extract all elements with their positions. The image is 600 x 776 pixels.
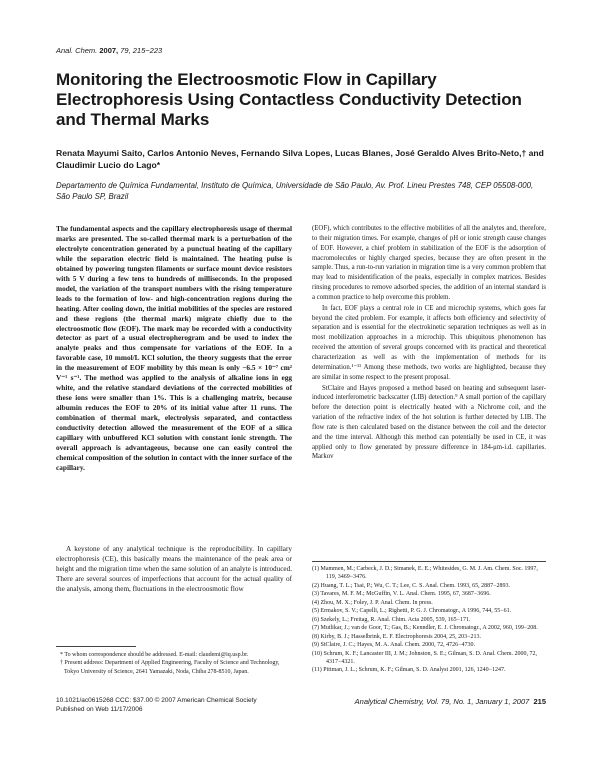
page-number: 215 <box>533 697 546 706</box>
reference-item: (1) Mammen, M.; Carbeck, J. D.; Simanek, E. E.; Whitesides, G. M. J. Am. Chem. Soc. 1997, 119, 3469−3476. <box>312 566 538 581</box>
reference-item: (4) Zhou, M. X.; Foley, J. P. Anal. Chem. In press. <box>312 599 433 606</box>
right-column-body <box>312 224 546 462</box>
journal-volume-pages: 79, 215−223 <box>120 46 163 55</box>
citation-line: Analytical Chemistry, Vol. 79, No. 1, January 1, 2007 <box>354 697 530 706</box>
footnote-correspondence: * To whom correspondence should be addressed. E-mail: claudemi@iq.usp.br. <box>60 652 249 658</box>
footnotes <box>56 651 292 676</box>
reference-item: (5) Ermakov, S. V.; Capelli, L.; Righetti, P. G. J. Chromatogr., A 1996, 744, 55−61. <box>312 608 512 615</box>
reference-list <box>312 565 546 675</box>
reference-item: (11) Pittman, J. L.; Schrum, K. F.; Gilman, S. D. Analyst 2001, 126, 1240−1247. <box>312 667 506 674</box>
body-paragraph: StClaire and Hayes proposed a method based on heating and subsequent laser-induced interferometric backscatter (LIB) detection.⁹ A small portion of the capillary before the detection point is electrically heated with a Nichrome coil, and the variation of the refractive index of the hot solution is further detected by LIB. The flow rate is then calculated based on the distance between the coil and the detector and the time interval. Although this method can potentially be used in CE, it was applied only to flow generated by pressure difference in 184-μm-i.d. capillaries. Markov <box>312 384 546 461</box>
footnote-present-address: † Present address: Department of Applied Engineering, Faculty of Science and Technology, Tokyo University of Science, 2641 Yamazaki, Noda, Chiba 278-8510, Japan. <box>60 660 280 675</box>
journal-year: 2007, <box>99 46 119 55</box>
reference-item: (10) Schrum, K. F.; Lancaster III, J. M.; Johnston, S. E.; Gilman, S. D. Anal. Chem. 2000, 72, 4317−4321. <box>312 650 538 665</box>
doi-line: 10.1021/ac0615268 CCC: $37.00 © 2007 American Chemical Society <box>56 697 257 704</box>
references-divider <box>312 561 546 562</box>
reference-item: (9) StClaire, J. C.; Hayes, M. A. Anal. Chem. 2000, 72, 4726−4730. <box>312 642 476 649</box>
published-line: Published on Web 11/17/2006 <box>56 705 143 713</box>
author-list: Renata Mayumi Saito, Carlos Antonio Neves, Fernando Silva Lopes, Lucas Blanes, José Geraldo Alves Brito-Neto,† and Claudimir Lucio do Lago* <box>56 148 544 170</box>
page-footer-left <box>56 697 257 715</box>
affiliation: Departamento de Química Fundamental, Instituto de Química, Universidade de São Paulo, Av. Prof. Lineu Prestes 748, CEP 05508-000, São Paulo SP, Brazil <box>56 181 534 201</box>
abstract: The fundamental aspects and the capillary electrophoresis usage of thermal marks are presented. The so-called thermal mark is a perturbation of the electrolyte concentration generated by a punctual heating of the capillary while the separation electric field is maintained. The heating pulse is obtained by powering tungsten filaments or surface mount device resistors with 5 V during a few tens to hundreds of milliseconds. In the proposed model, the variation of the transport numbers with the rising temperature leads to the formation of low- and high-concentration regions during the heating. After cooling down, the initial mobilities of the species are restored and these regions (the thermal mark) migrate chiefly due to the electroosmotic flow (EOF). The mark may be recorded with a conductivity detector as part of a usual electropherogram and be used to index the analyte peaks and thus compensate for variations of the EOF. In a favorable case, 10 mmol/L KCl solution, the theory suggests that the error in the measurement of EOF mobility by this mean is only −6.5 × 10⁻⁷ cm² V⁻¹ s⁻¹. The method was applied to the analysis of alkaline ions in egg white, and the relative standard deviations of the corrected mobilities of these ions were smaller than 1%. This is a challenging matrix, because albumin reduces the EOF to 20% of its initial value after 11 runs. The combination of thermal mark, electrolysis separated, and contactless conductivity detection allowed the measurement of the EOF of a silica capillary with unbuffered KCl solution with constant ionic strength. The overall approach is advantageous, because one can easily control the chemical composition of the solution in contact with the inner surface of the capillary. <box>56 224 292 472</box>
page-footer-right <box>312 697 546 706</box>
reference-item: (3) Tavares, M. F. M.; McGuffin, V. L. Anal. Chem. 1995, 67, 3687−3696. <box>312 591 491 598</box>
body-paragraph: In fact, EOF plays a central role in CE and microchip systems, which goes far beyond the cited problem. For example, it affects both efficiency and selectivity of separation and is essential for the electrokinetic separation techniques as well as in most mobilization approaches in a microchip. This ubiquitous phenomenon has received the attention of several groups concerned with its practical and theoretical characterization as well as with the implementation of methods for its determination.¹⁻¹¹ Among these methods, two works are highlighted, because they are similar in some respect to the present proposal. <box>312 304 546 381</box>
reference-item: (6) Szekely, L.; Freitag, R. Anal. Chim. Acta 2005, 539, 165−171. <box>312 616 471 623</box>
intro-paragraph: A keystone of any analytical technique is the reproducibility. In capillary electrophoresis (CE), this basically means the maintenance of the peak area or height and the migration time when the same solution of an analyte is introduced. There are several sources of imperfections that account for the actual quality of the analysis, among them, fluctuations in the electroosmotic flow <box>56 545 292 593</box>
reference-item: (2) Huang, T. L.; Tsai, P.; Wu, C. T.; Lee, C. S. Anal. Chem. 1993, 65, 2887−2893. <box>312 582 511 589</box>
journal-name: Anal. Chem. <box>56 46 98 55</box>
body-paragraph: (EOF), which contributes to the effective mobilities of all the analytes and, therefore, to their migration times. For example, changes of pH or ionic strength cause changes of EOF. However, a chief problem in stabilization of the EOF is the adsorption of macromolecules or highly charged species, because they are often present in the sample. Thus, a run-to-run variation in migration time is a very common problem that may lead to misidentification of the peaks, especially in complex matrices. Besides rinsing procedures to remove adsorbed species, the addition of an internal standard is a common practice to help overcome this problem. <box>312 225 546 301</box>
journal-reference <box>56 46 162 55</box>
reference-item: (7) Mutlikar, J.; van de Goor, T.; Gas, B.; Kenndler, E. J. Chromatogr., A 2002, 960, 199−208. <box>312 625 538 632</box>
footnote-divider <box>56 646 136 647</box>
reference-item: (8) Kirby, B. J.; Hasselbrink, E. F. Electrophoresis 2004, 25, 203−213. <box>312 633 481 640</box>
article-title: Monitoring the Electroosmotic Flow in Capillary Electrophoresis Using Contactless Conductivity Detection and Thermal Marks <box>56 70 522 129</box>
